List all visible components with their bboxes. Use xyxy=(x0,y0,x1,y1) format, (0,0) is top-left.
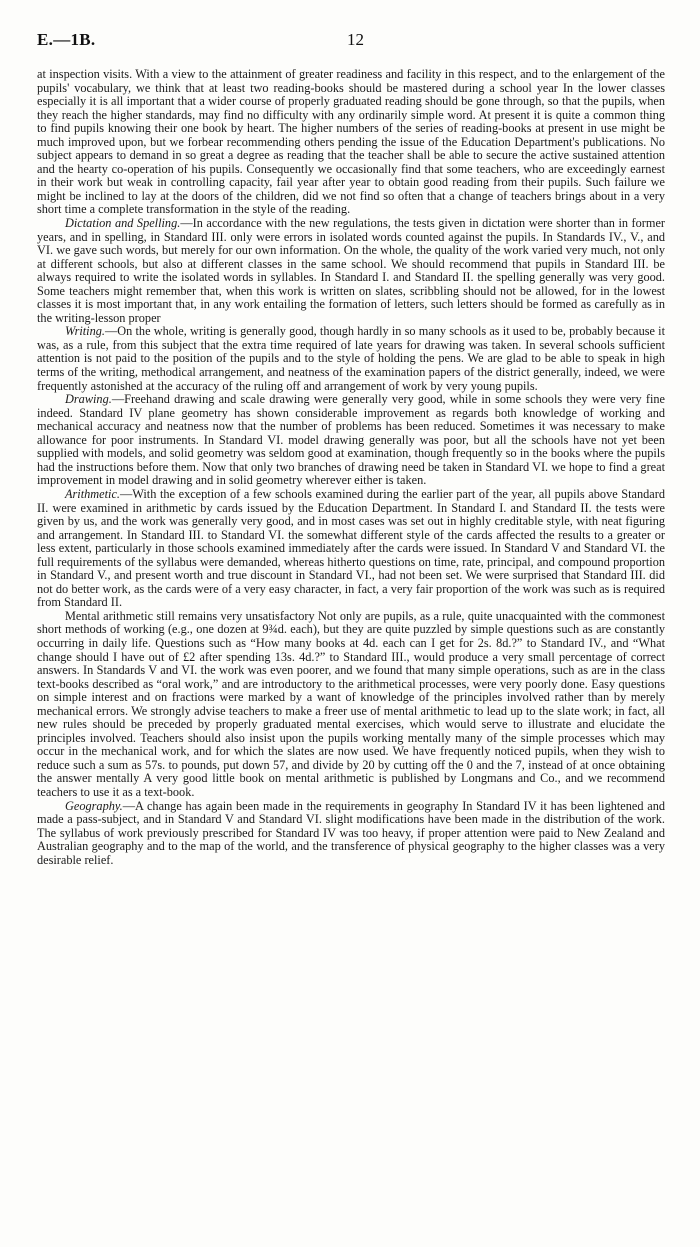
document-body xyxy=(37,68,665,867)
section-heading: Writing. xyxy=(65,324,105,339)
paragraph-writing xyxy=(37,325,665,393)
paragraph-text: at inspection visits. With a view to the attainment of greater readiness and facility in this respect, and to the enlargement of the pupils' vocabulary, we think that at least two reading-books should be mastered during a school year In the lower classes especially it is all important that a wider course of properly graduated reading should be gone through, so that the pupils, when they reach the higher standards, may find no difficulty with any ordinarily simple word. At present it is quite a common thing to find pupils knowing their one book by heart. The higher numbers of the series of reading-books at present in use might be much improved upon, but we forbear recommending others pending the issue of the Education Department's publications. No subject appears to demand in so great a degree as reading that the teacher shall be able to secure the active sustained attention and the hearty co-operation of his pupils. Consequently we occasionally find that some teachers, who are exceedingly earnest in their work but weak in controlling capacity, fail year after year to obtain good reading from their pupils. Such failure we might be inclined to lay at the doors of the children, did we not find so often that a change of teachers brings about in a very short time a complete transformation in the style of the reading. xyxy=(37,67,665,217)
section-heading: Geography. xyxy=(65,798,123,813)
section-heading: Drawing. xyxy=(65,392,112,407)
paragraph-dictation-spelling xyxy=(37,217,665,325)
paragraph-mental-arithmetic xyxy=(37,610,665,800)
section-heading: Dictation and Spelling. xyxy=(65,216,181,231)
paragraph-reading xyxy=(37,68,665,217)
paragraph-text: —In accordance with the new regulations, the tests given in dictation were shorter than in former years, and in spelling, in Standard III. only were errors in isolated words counted against the pupils. In Standards IV., V., and VI. we gave such words, but merely for our own information. On the whole, the quality of the work varied very much, not only at different schools, but also at different classes in the same school. We should recommend that pupils in Standard III. be always required to write the isolated words in syllables. In Standard I. and Standard II. the spelling generally was very good. Some teachers might remember that, when this work is written on slates, scribbling should not be allowed, for in the lowest classes it is most important that, in any work entailing the formation of letters, such letters should be formed as carefully as in the writing-lesson proper xyxy=(37,216,665,325)
paragraph-text: —Freehand drawing and scale drawing were generally very good, while in some schools they were very fine indeed. Standard IV plane geometry has shown considerable improvement as regards both knowledge of working and mechanical accuracy and neatness now that the number of problems has been reduced. Sometimes it was necessary to make allowance for poor instruments. In Standard VI. model drawing generally was poor, but all the schools have not yet been supplied with models, and solid geometry was seldom good at examination, though frequently so in the books where the pupils had the instructions before them. Now that only two branches of drawing need be taken in Standard VI. we hope to find a great improvement in model drawing and in solid geometry wherever either is taken. xyxy=(37,392,665,488)
paragraph-drawing xyxy=(37,393,665,488)
page-header xyxy=(37,30,670,54)
page-number: 12 xyxy=(347,30,364,49)
paragraph-geography xyxy=(37,800,665,868)
paragraph-text: Mental arithmetic still remains very unsatisfactory Not only are pupils, as a rule, quite unacquainted with the commonest short methods of working (e.g., one dozen at 9¾d. each), but they are quite puzzled by simple questions such as are constantly occurring in daily life. Questions such as “How many books at 4d. each can I get for 2s. 8d.?” to Standard IV., and “What change should I have out of £2 after spending 13s. 4d.?” to Standard III., would produce a very small percentage of correct answers. In Standards V and VI. the work was even poorer, and we found that many simple operations, such as are in the class text-books described as “oral work,” and are introductory to the arithmetical processes, were very poorly done. Easy questions on simple interest and on fractions were marked by a want of knowledge of the principles involved rather than by merely mechanical errors. We strongly advise teachers to make a freer use of mental arithmetic to lead up to the slate work; in fact, all new rules should be preceded by properly graduated mental exercises, which would serve to illustrate and elucidate the principles involved. Teachers should also insist upon the pupils working mentally many of the simple processes which may occur in the mechanical work, and for which the slates are now used. We have frequently noticed pupils, when they wish to reduce such a sum as 57s. to pounds, put down 57, and divide by 20 by cutting off the 0 and the 7, instead of at once obtaining the answer mentally A very good little book on mental arithmetic is published by Longmans and Co., and we recommend teachers to use it as a text-book. xyxy=(37,608,665,799)
paragraph-text: —With the exception of a few schools examined during the earlier part of the year, all pupils above Standard II. were examined in arithmetic by cards issued by the Education Department. In Standard I. and Standard II. the tests were given by us, and the work was generally very good, and in most cases was set out in highly creditable style, with neat figuring and arrangement. In Standard III. to Standard VI. the somewhat different style of the cards affected the results to a greater or less extent, particularly in those schools examined immediately after the cards were issued. In Standard V and Standard VI. the full requirements of the syllabus were demanded, whereas hitherto questions on time, rate, principal, and compound proportion in Standard V., and present worth and true discount in Standard VI., had not been set. We were surprised that Standard III. did not do better work, as the cards were of a very easy character, in fact, a very fair proportion of the work was such as is required from Standard II. xyxy=(37,486,665,610)
paragraph-text: —On the whole, writing is generally good, though hardly in so many schools as it used to be, probably because it was, as a rule, from this subject that the extra time required of late years for drawing was taken. In several schools sufficient attention is not paid to the position of the pupils and to the style of holding the pens. We are glad to be able to speak in high terms of the writing, methodical arrangement, and neatness of the examination papers of the district generally, indeed, we were frequently astonished at the accuracy of the ruling off and arrangement of work by very young pupils. xyxy=(37,324,665,393)
section-heading: Arithmetic. xyxy=(65,486,120,501)
paragraph-arithmetic xyxy=(37,488,665,610)
paragraph-text: —A change has again been made in the requirements in geography In Standard IV it has been lightened and made a pass-subject, and in Standard V and Standard VI. slight modifications have been made in the distribution of the work. The syllabus of work previously prescribed for Standard IV was too heavy, if proper attention were paid to New Zealand and Australian geography and to the map of the world, and the transference of physical geography to the higher classes was a very desirable relief. xyxy=(37,798,665,867)
document-reference: E.—1B. xyxy=(37,30,96,49)
